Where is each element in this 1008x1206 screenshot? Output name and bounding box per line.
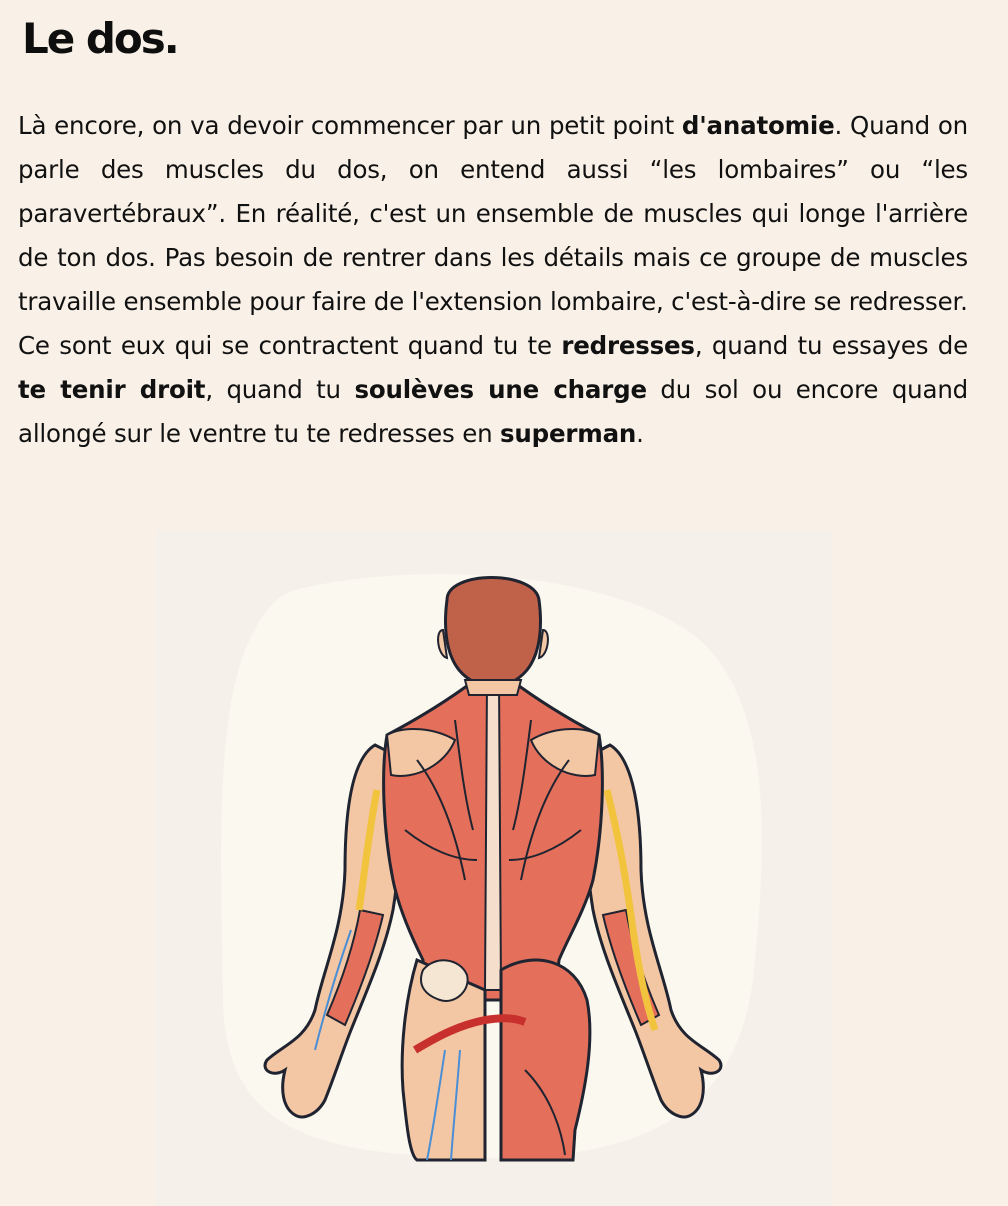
text-run: , quand tu [205,375,355,404]
text-run: du sol ou encore quand allongé sur le ventre tu te redresses en [18,375,968,448]
head [446,578,541,687]
bold-anatomie: d'anatomie [681,111,835,140]
text-run: . Quand on parle des muscles du dos, on entend aussi “les lombaires” ou “les paravertébraux”. En réalité, c'est un ensemble de muscles qui longe l'arrière de ton dos. Pas besoin de rentrer dans les détails mais ce groupe de muscles travaille ensemble pour faire de l'extension lombaire, c'est-à-dire se redresser. [18,111,968,316]
text-run: . [636,419,644,448]
bold-redresses: redresses [561,331,695,360]
article-body [18,104,968,456]
bold-charge: soulèves une charge [354,375,647,404]
spine [485,680,501,990]
paragraph-anatomy [18,104,968,324]
paragraph-actions [18,324,968,456]
text-run: Ce sont eux qui se contractent quand tu te [18,331,562,360]
anatomy-figure [155,530,832,1206]
bold-superman: superman [499,419,637,448]
pelvis-bone [421,960,468,1001]
back-muscles-anatomy-illustration [155,530,832,1206]
neck [465,680,521,695]
text-run: , quand tu essayes de [694,331,968,360]
text-run: Là encore, on va devoir commencer par un petit point [18,111,682,140]
page-title: Le dos. [22,14,178,63]
bold-tenir-droit: te tenir droit [18,375,206,404]
